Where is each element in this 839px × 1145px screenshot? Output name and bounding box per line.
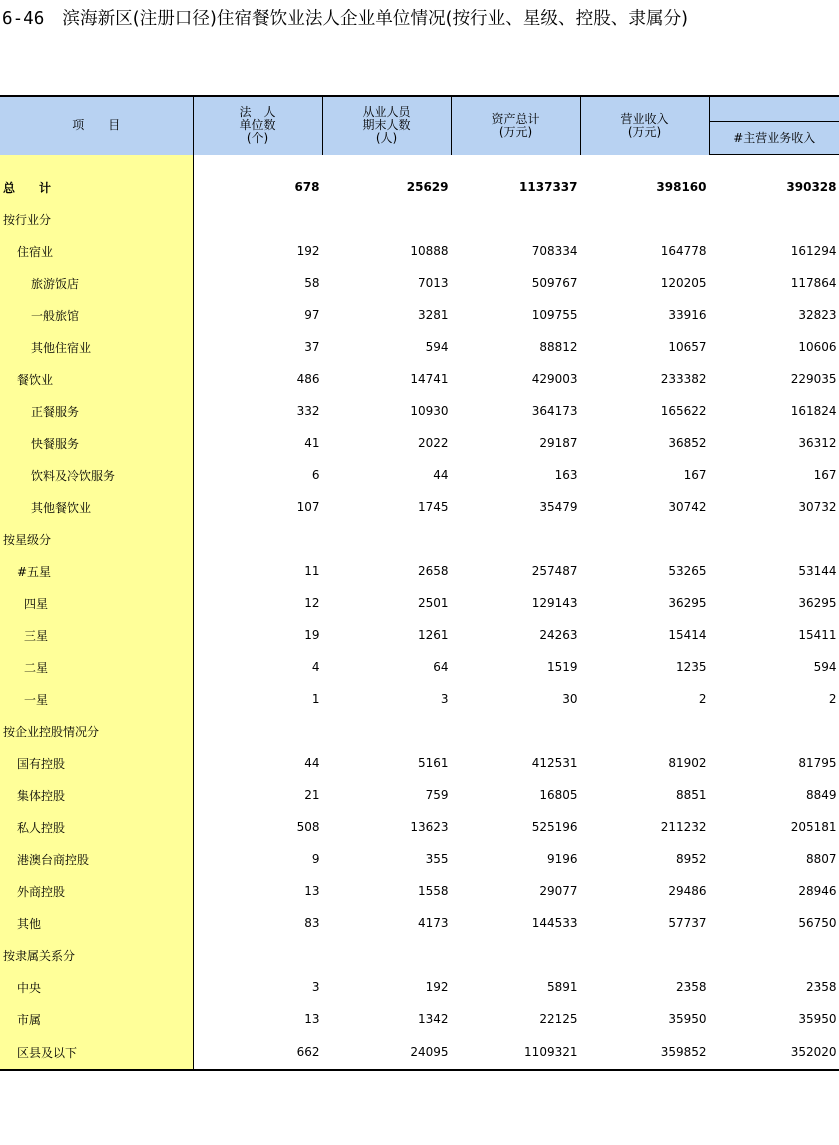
row-label: 总 计 <box>0 171 193 203</box>
cell-revenue: 164778 <box>660 244 707 258</box>
cell-revenue: 2358 <box>675 980 707 994</box>
row-label: 其他住宿业 <box>0 331 193 363</box>
cell-units <box>193 203 322 235</box>
cell-employees <box>322 715 451 747</box>
cell-units: 332 <box>296 404 320 418</box>
table-row <box>0 587 839 619</box>
row-label: 港澳台商控股 <box>0 843 193 875</box>
table-row <box>0 171 839 203</box>
cell-employees: 14741 <box>410 372 449 386</box>
cell-assets <box>451 939 580 971</box>
cell-main-revenue: 117864 <box>790 276 837 290</box>
cell-assets: 1519 <box>546 660 578 674</box>
table-row <box>0 715 839 747</box>
cell-revenue <box>580 715 709 747</box>
cell-assets: 412531 <box>531 756 578 770</box>
cell-assets: 708334 <box>531 244 578 258</box>
table-row <box>0 875 839 907</box>
cell-units: 97 <box>304 308 320 322</box>
row-label: 旅游饭店 <box>0 267 193 299</box>
row-label: 餐饮业 <box>0 363 193 395</box>
cell-employees: 44 <box>433 468 449 482</box>
cell-assets: 109755 <box>531 308 578 322</box>
cell-revenue <box>580 203 709 235</box>
row-label: 集体控股 <box>0 779 193 811</box>
cell-units: 486 <box>296 372 320 386</box>
cell-employees: 10888 <box>410 244 449 258</box>
cell-employees: 1558 <box>417 884 449 898</box>
cell-main-revenue: 35950 <box>798 1012 837 1026</box>
cell-employees: 355 <box>425 852 449 866</box>
cell-main-revenue <box>709 939 839 971</box>
cell-employees: 2658 <box>417 564 449 578</box>
header-revenue-continuation <box>709 96 839 122</box>
table-row <box>0 427 839 459</box>
cell-employees: 64 <box>433 660 449 674</box>
cell-units: 662 <box>193 1035 322 1070</box>
row-label: 区县及以下 <box>0 1035 193 1070</box>
row-label: 正餐服务 <box>0 395 193 427</box>
cell-revenue: 36852 <box>668 436 707 450</box>
cell-employees <box>322 939 451 971</box>
cell-employees: 1261 <box>417 628 449 642</box>
row-label: 一星 <box>0 683 193 715</box>
spacer-row <box>0 155 839 172</box>
cell-main-revenue: 36295 <box>798 596 837 610</box>
cell-revenue: 53265 <box>668 564 707 578</box>
cell-employees: 1745 <box>417 500 449 514</box>
cell <box>322 155 451 172</box>
cell-main-revenue: 30732 <box>798 500 837 514</box>
cell-assets <box>451 715 580 747</box>
cell-revenue <box>580 939 709 971</box>
cell-main-revenue: 161294 <box>790 244 837 258</box>
cell-revenue: 30742 <box>668 500 707 514</box>
cell-main-revenue: 229035 <box>790 372 837 386</box>
table-number: 6-46 <box>2 9 45 29</box>
header-employees <box>322 96 451 155</box>
cell-employees: 759 <box>425 788 449 802</box>
cell-employees: 7013 <box>417 276 449 290</box>
table-row <box>0 907 839 939</box>
cell-main-revenue: 81795 <box>798 756 837 770</box>
header-units-line: 法 人 <box>239 105 276 120</box>
cell-main-revenue: 28946 <box>798 884 837 898</box>
cell-assets: 9196 <box>546 852 578 866</box>
table-row <box>0 299 839 331</box>
cell-units: 3 <box>311 980 320 994</box>
cell-units: 192 <box>296 244 320 258</box>
cell-assets: 5891 <box>546 980 578 994</box>
table-row <box>0 1035 839 1070</box>
cell-assets <box>451 523 580 555</box>
cell-units: 44 <box>304 756 320 770</box>
cell-assets: 163 <box>554 468 578 482</box>
cell <box>709 155 839 172</box>
cell-employees: 13623 <box>410 820 449 834</box>
cell-revenue: 165622 <box>660 404 707 418</box>
cell-main-revenue: 167 <box>813 468 837 482</box>
cell-assets: 129143 <box>531 596 578 610</box>
cell-units: 58 <box>304 276 320 290</box>
cell-employees: 2022 <box>417 436 449 450</box>
cell-revenue: 81902 <box>668 756 707 770</box>
cell-units: 107 <box>296 500 320 514</box>
cell-units: 19 <box>304 628 320 642</box>
cell-revenue: 15414 <box>668 628 707 642</box>
cell-employees <box>322 523 451 555</box>
table-row <box>0 459 839 491</box>
table-row <box>0 939 839 971</box>
row-label: 四星 <box>0 587 193 619</box>
header-employees-line: (人) <box>375 131 398 146</box>
cell-employees: 3281 <box>417 308 449 322</box>
row-label: 按星级分 <box>0 523 193 555</box>
cell-employees: 192 <box>425 980 449 994</box>
cell-main-revenue: 15411 <box>798 628 837 642</box>
cell-main-revenue: 390328 <box>786 180 837 194</box>
table-title <box>2 6 838 32</box>
cell-revenue: 359852 <box>580 1035 709 1070</box>
cell-units: 9 <box>311 852 320 866</box>
row-label: 住宿业 <box>0 235 193 267</box>
table-row <box>0 203 839 235</box>
table-header <box>0 96 839 155</box>
cell-employees: 1342 <box>417 1012 449 1026</box>
cell-revenue: 33916 <box>668 308 707 322</box>
table-row <box>0 971 839 1003</box>
header-employees-line: 期末人数 <box>362 118 411 133</box>
table-row <box>0 491 839 523</box>
cell-units: 6 <box>311 468 320 482</box>
row-label: 市属 <box>0 1003 193 1035</box>
table-row <box>0 235 839 267</box>
cell-units <box>193 939 322 971</box>
cell-units: 4 <box>311 660 320 674</box>
cell-main-revenue: 36312 <box>798 436 837 450</box>
table-row <box>0 363 839 395</box>
cell-assets: 35479 <box>539 500 578 514</box>
table-row <box>0 267 839 299</box>
cell-units: 678 <box>294 180 320 194</box>
cell-main-revenue: 56750 <box>798 916 837 930</box>
cell-revenue: 29486 <box>668 884 707 898</box>
cell-main-revenue: 594 <box>813 660 837 674</box>
cell-units: 11 <box>304 564 320 578</box>
row-label: 其他餐饮业 <box>0 491 193 523</box>
cell-main-revenue: 161824 <box>790 404 837 418</box>
cell-main-revenue: 8807 <box>805 852 837 866</box>
cell-assets: 144533 <box>531 916 578 930</box>
cell-main-revenue <box>709 203 839 235</box>
cell <box>451 155 580 172</box>
cell-main-revenue: 352020 <box>709 1035 839 1070</box>
cell-units: 12 <box>304 596 320 610</box>
cell-revenue: 57737 <box>668 916 707 930</box>
cell-employees: 4173 <box>417 916 449 930</box>
table-body <box>0 155 839 1071</box>
row-label: 国有控股 <box>0 747 193 779</box>
table-row <box>0 395 839 427</box>
cell-assets: 525196 <box>531 820 578 834</box>
header-employees-line: 从业人员 <box>362 105 411 120</box>
row-label: 中央 <box>0 971 193 1003</box>
cell-main-revenue: 10606 <box>798 340 837 354</box>
row-label: 二星 <box>0 651 193 683</box>
cell-assets: 29187 <box>539 436 578 450</box>
cell-units: 508 <box>296 820 320 834</box>
cell-units: 41 <box>304 436 320 450</box>
cell-revenue: 10657 <box>668 340 707 354</box>
header-assets-line: (万元) <box>498 124 533 139</box>
cell-units: 21 <box>304 788 320 802</box>
row-label: 饮料及冷饮服务 <box>0 459 193 491</box>
row-label: 快餐服务 <box>0 427 193 459</box>
cell-assets: 16805 <box>539 788 578 802</box>
cell-main-revenue: 2358 <box>805 980 837 994</box>
row-label: 按行业分 <box>0 203 193 235</box>
row-label <box>0 155 193 172</box>
table-title-text: 滨海新区(注册口径)住宿餐饮业法人企业单位情况(按行业、星级、控股、隶属分) <box>62 9 689 29</box>
header-units <box>193 96 322 155</box>
cell-assets: 29077 <box>539 884 578 898</box>
row-label: 按企业控股情况分 <box>0 715 193 747</box>
cell-units: 83 <box>304 916 320 930</box>
cell-employees: 5161 <box>417 756 449 770</box>
header-main-revenue: #主营业务收入 <box>709 122 839 155</box>
cell-assets: 257487 <box>531 564 578 578</box>
cell-main-revenue <box>709 523 839 555</box>
table-row <box>0 779 839 811</box>
cell-main-revenue <box>709 715 839 747</box>
cell-assets: 30 <box>562 692 578 706</box>
cell-employees: 3 <box>440 692 449 706</box>
cell-main-revenue: 2 <box>828 692 837 706</box>
cell-assets: 364173 <box>531 404 578 418</box>
cell <box>193 155 322 172</box>
header-units-line: (个) <box>246 131 269 146</box>
table-row <box>0 811 839 843</box>
cell-employees: 2501 <box>417 596 449 610</box>
cell-revenue: 2 <box>698 692 707 706</box>
cell-employees: 24095 <box>322 1035 451 1070</box>
table-row <box>0 1003 839 1035</box>
cell <box>580 155 709 172</box>
cell-revenue: 1235 <box>675 660 707 674</box>
table-row <box>0 523 839 555</box>
header-revenue <box>580 96 709 155</box>
cell-main-revenue: 32823 <box>798 308 837 322</box>
table-row <box>0 619 839 651</box>
header-revenue-line: (万元) <box>627 124 662 139</box>
cell-assets: 509767 <box>531 276 578 290</box>
cell-assets: 24263 <box>539 628 578 642</box>
row-label: 其他 <box>0 907 193 939</box>
cell-revenue: 233382 <box>660 372 707 386</box>
table-row <box>0 843 839 875</box>
table-row <box>0 747 839 779</box>
cell-units: 13 <box>304 884 320 898</box>
cell-units <box>193 715 322 747</box>
cell-revenue: 36295 <box>668 596 707 610</box>
cell-assets: 429003 <box>531 372 578 386</box>
table-row <box>0 651 839 683</box>
row-label: 私人控股 <box>0 811 193 843</box>
cell-assets: 88812 <box>539 340 578 354</box>
cell-revenue: 8952 <box>675 852 707 866</box>
header-assets-line: 资产总计 <box>491 111 540 126</box>
cell-revenue: 211232 <box>660 820 707 834</box>
cell-main-revenue: 205181 <box>790 820 837 834</box>
row-label: 三星 <box>0 619 193 651</box>
cell-units: 1 <box>311 692 320 706</box>
table-row <box>0 331 839 363</box>
cell-main-revenue: 53144 <box>798 564 837 578</box>
cell-revenue: 167 <box>683 468 707 482</box>
data-table <box>0 95 839 1071</box>
row-label: 外商控股 <box>0 875 193 907</box>
cell-revenue: 35950 <box>668 1012 707 1026</box>
table-row <box>0 683 839 715</box>
cell-assets: 1109321 <box>451 1035 580 1070</box>
cell-employees: 10930 <box>410 404 449 418</box>
cell-units: 13 <box>304 1012 320 1026</box>
header-units-line: 单位数 <box>239 118 276 133</box>
cell-main-revenue: 8849 <box>805 788 837 802</box>
cell-employees <box>322 203 451 235</box>
row-label: #五星 <box>0 555 193 587</box>
header-item: 项 目 <box>0 96 193 155</box>
header-assets <box>451 96 580 155</box>
cell-revenue: 120205 <box>660 276 707 290</box>
table-row <box>0 555 839 587</box>
cell-employees: 594 <box>425 340 449 354</box>
row-label: 一般旅馆 <box>0 299 193 331</box>
row-label: 按隶属关系分 <box>0 939 193 971</box>
cell-assets: 22125 <box>539 1012 578 1026</box>
cell-revenue: 8851 <box>675 788 707 802</box>
cell-assets <box>451 203 580 235</box>
cell-revenue <box>580 523 709 555</box>
cell-units <box>193 523 322 555</box>
header-revenue-line: 营业收入 <box>620 111 669 126</box>
cell-revenue: 398160 <box>656 180 707 194</box>
cell-employees: 25629 <box>406 180 449 194</box>
cell-assets: 1137337 <box>519 180 578 194</box>
cell-units: 37 <box>304 340 320 354</box>
